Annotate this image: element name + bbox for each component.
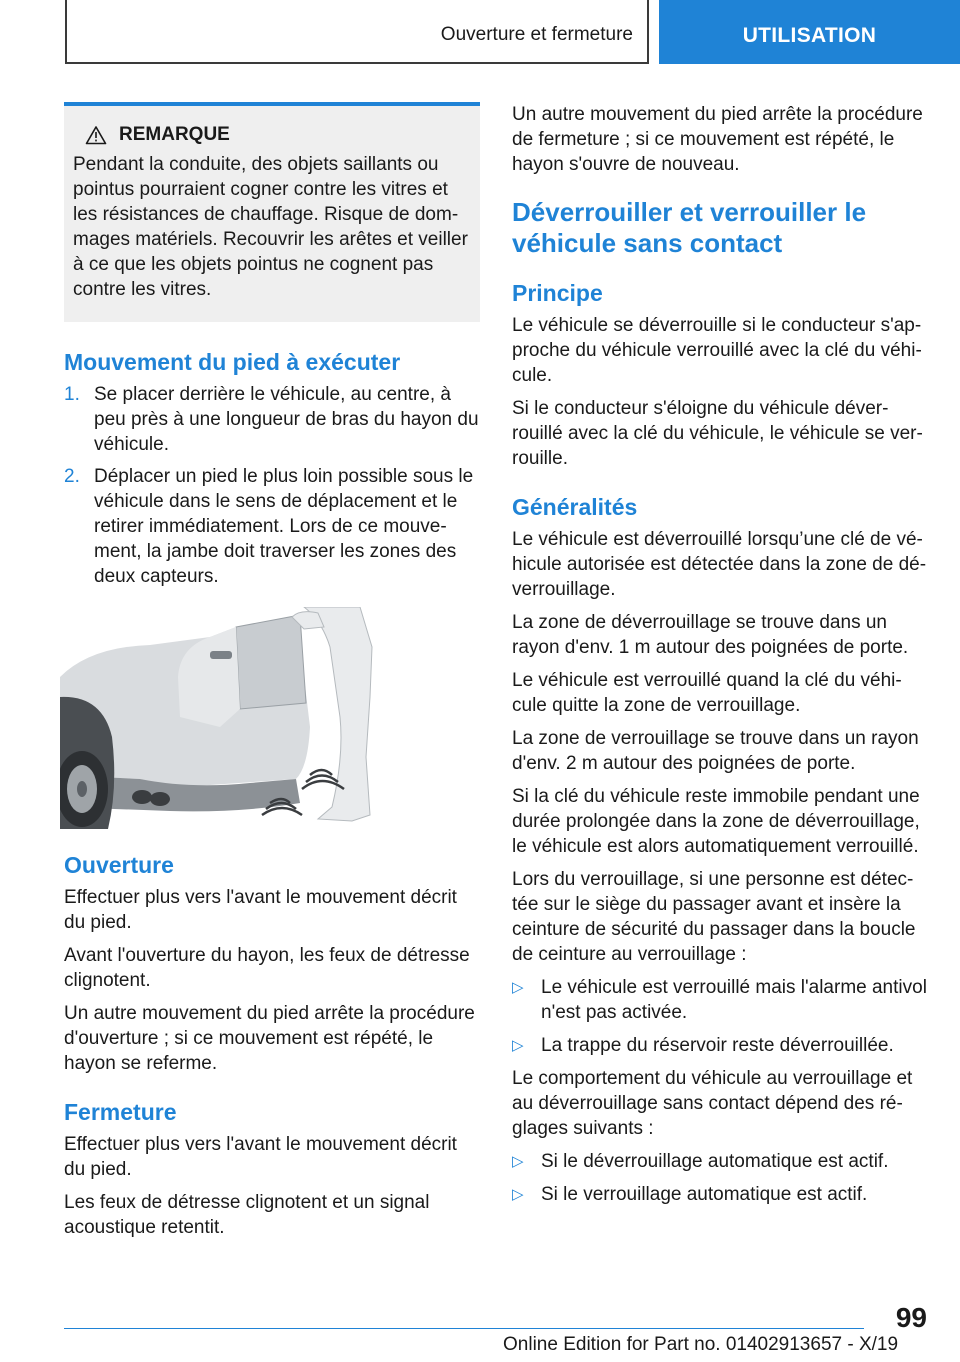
footer-rule <box>64 1328 864 1329</box>
principle-paragraph: Le véhicule se déverrouille si le conducteur s'ap-proche du véhicule verrouillé avec la clé du véhi-cule. <box>512 315 922 386</box>
list-item-text: Le véhicule est verrouillé mais l'alarme antivol n'est pas activée. <box>541 977 927 1023</box>
general-paragraph: Lors du verrouillage, si une personne est détec-tée sur le siège du passager avant et insère la ceinture de sécurité du passager dans la boucle de ceinture au verrouillage : <box>512 869 916 965</box>
list-item-text: La trappe du réservoir reste déverrouillée. <box>541 1035 894 1056</box>
notice-text: Pendant la conduite, des objets saillants ou pointus pourraient cogner contre les vitres et les résistances de chauffage. Risque de dom-mages matériels. Recouvrir les arêtes et veiller à ce que les objets pointus ne cognent pas contre les vitres. <box>73 154 468 300</box>
edition-text: Online Edition for Part no. 01402913657 - X/19 <box>503 1334 899 1355</box>
notice-title: REMARQUE <box>119 124 230 145</box>
list-item-text: Si le verrouillage automatique est actif. <box>541 1184 868 1205</box>
intro-paragraph: Un autre mouvement du pied arrête la procédure de fermeture ; si ce mouvement est répété, le hayon s'ouvre de nouveau. <box>512 104 923 175</box>
general-paragraph: Le véhicule est verrouillé quand la clé du véhi-cule quitte la zone de verrouillage. <box>512 670 902 716</box>
chapter-title: UTILISATION <box>742 24 877 47</box>
notice-header <box>73 124 470 146</box>
step-text: Se placer derrière le véhicule, au centre, à peu près à une longueur de bras du hayon du véhicule. <box>94 384 479 455</box>
general-paragraph: La zone de déverrouillage se trouve dans un rayon d'env. 1 m autour des poignées de porte. <box>512 612 909 658</box>
triangle-bullet-icon: ▷ <box>512 1186 524 1203</box>
opening-paragraph: Avant l'ouverture du hayon, les feux de détresse clignotent. <box>64 945 470 991</box>
step-item <box>64 464 480 589</box>
chapter-tab <box>659 0 960 64</box>
movement-steps <box>64 382 480 589</box>
footer-edition <box>503 1334 898 1356</box>
section-title: Ouverture et fermeture <box>440 24 633 45</box>
step-number: 1. <box>64 384 80 405</box>
principle-paragraph: Si le conducteur s'éloigne du véhicule déver-rouillé avec la clé du véhicule, le véhicule se ver-rouille. <box>512 398 923 469</box>
triangle-bullet-icon: ▷ <box>512 979 524 996</box>
step-text: Déplacer un pied le plus loin possible sous le véhicule dans le sens de déplacement et le retirer immédiatement. Lors de ce mouve-ment, la jambe doit traverser les zones des deux capteurs. <box>94 466 474 587</box>
list-item <box>512 975 928 1025</box>
foot-gesture-illustration <box>60 607 396 829</box>
general-paragraph: Le véhicule est déverrouillé lorsqu’une clé de vé-hicule autorisée est détectée dans la zone de dé-verrouillage. <box>512 529 927 600</box>
running-header-section <box>65 0 649 64</box>
movement-heading: Mouvement du pied à exécuter <box>64 349 401 375</box>
general-paragraph: La zone de verrouillage se trouve dans un rayon d'env. 2 m autour des poignées de porte. <box>512 728 919 774</box>
list-item-text: Si le déverrouillage automatique est actif. <box>541 1151 889 1172</box>
general-heading: Généralités <box>512 494 638 520</box>
list-item <box>512 1182 928 1207</box>
opening-heading: Ouverture <box>64 852 174 878</box>
list-item <box>512 1033 928 1058</box>
lock-behavior-list <box>512 975 928 1058</box>
settings-list <box>512 1149 928 1207</box>
closing-paragraph: Les feux de détresse clignotent et un signal acoustique retentit. <box>64 1192 430 1238</box>
right-column <box>512 102 928 1215</box>
general-paragraph: Si la clé du véhicule reste immobile pendant une durée prolongée dans la zone de déverrouillage, le véhicule est alors automatiquement verrouillé. <box>512 786 920 857</box>
closing-paragraph: Effectuer plus vers l'avant le mouvement décrit du pied. <box>64 1134 457 1180</box>
step-item <box>64 382 480 457</box>
triangle-bullet-icon: ▷ <box>512 1153 524 1170</box>
list-item <box>512 1149 928 1174</box>
opening-paragraph: Un autre mouvement du pied arrête la procédure d'ouverture ; si ce mouvement est répété, le hayon se referme. <box>64 1003 475 1074</box>
warning-icon <box>85 125 107 145</box>
page-number: 99 <box>895 1302 927 1333</box>
settings-paragraph: Le comportement du véhicule au verrouillage et au déverrouillage sans contact dépend des ré-glages suivants : <box>512 1068 913 1139</box>
triangle-bullet-icon: ▷ <box>512 1037 524 1054</box>
principle-heading: Principe <box>512 280 603 306</box>
main-heading: Déverrouiller et verrouiller le véhicule sans contact <box>512 197 867 258</box>
opening-paragraph: Effectuer plus vers l'avant le mouvement décrit du pied. <box>64 887 457 933</box>
notice-box <box>64 102 480 322</box>
left-column <box>64 102 480 1248</box>
step-number: 2. <box>64 466 80 487</box>
closing-heading: Fermeture <box>64 1099 177 1125</box>
